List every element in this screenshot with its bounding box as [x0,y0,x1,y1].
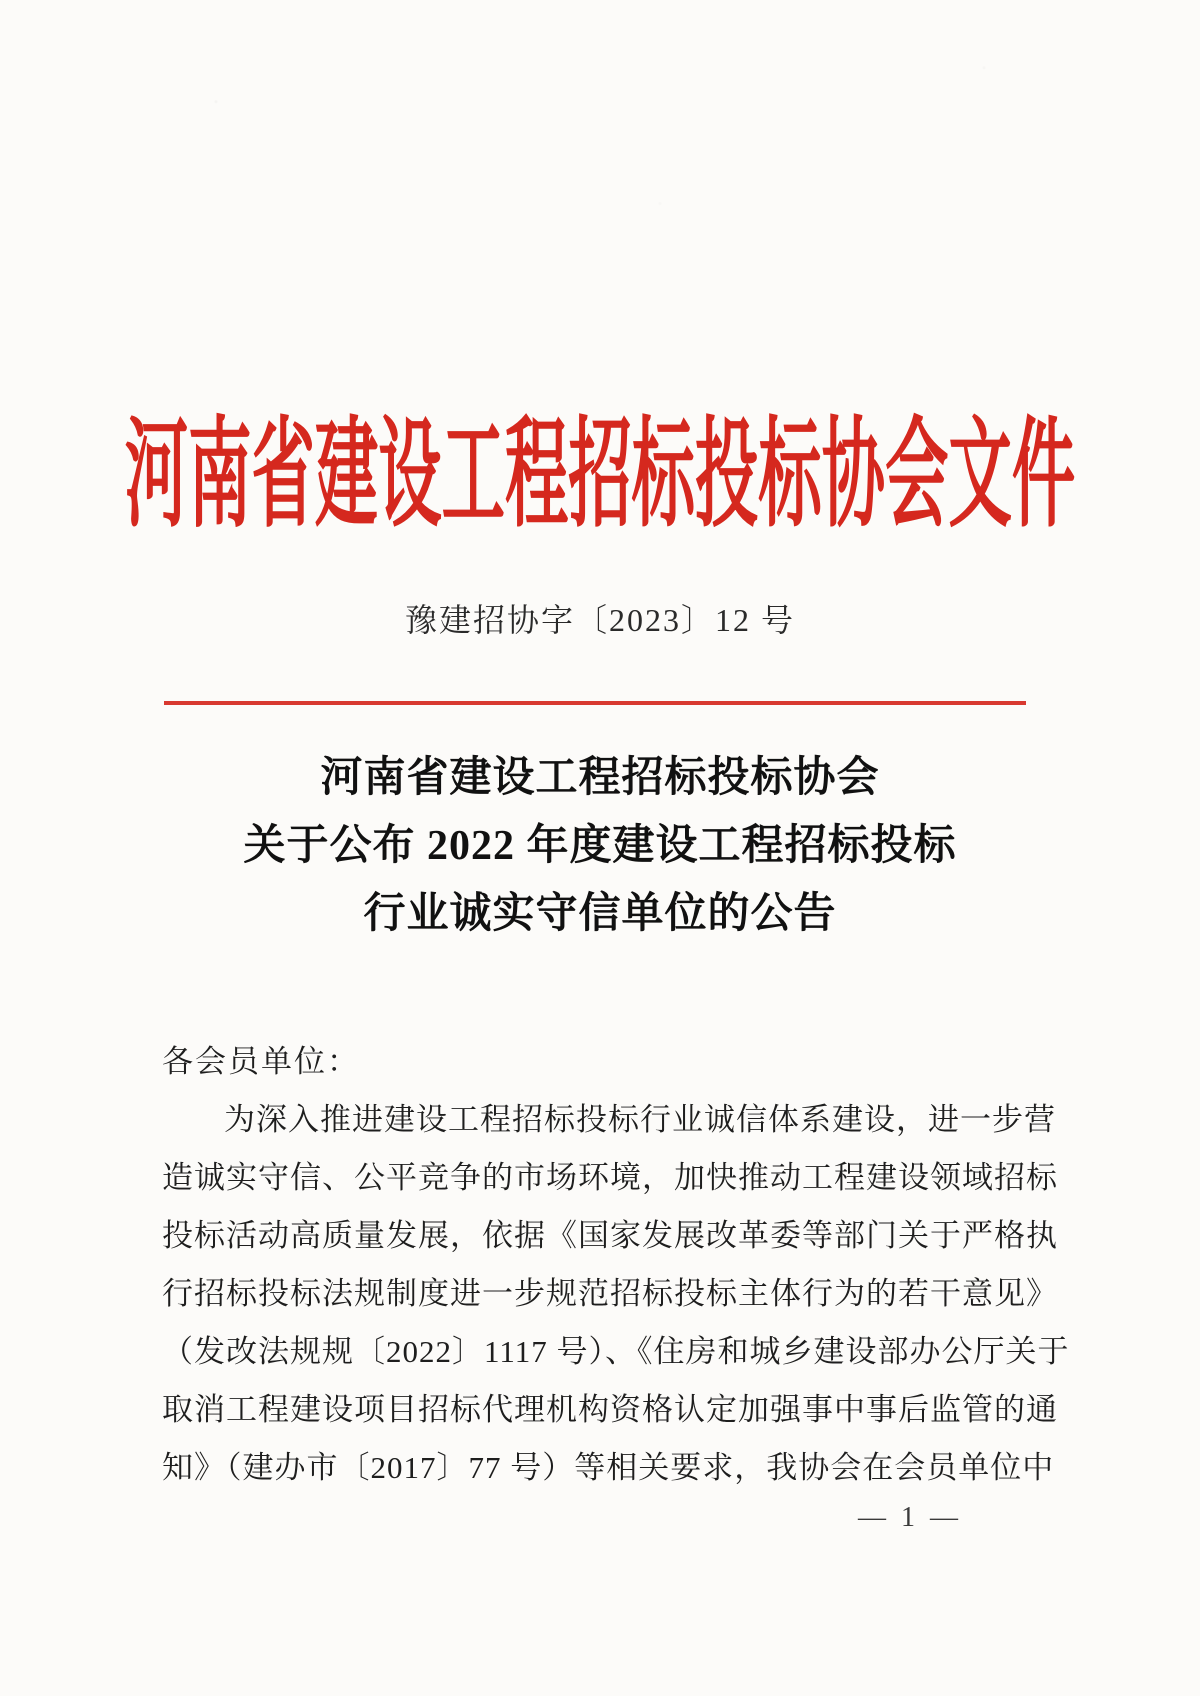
red-divider-line [164,701,1026,705]
letterhead [0,406,1200,542]
document-title [0,744,1200,948]
body-line: 知》（建办市〔2017〕77 号）等相关要求，我协会在会员单位中 [162,1450,1055,1485]
salutation: 各会员单位： [162,1044,360,1079]
letterhead-title: 河南省建设工程招标投标协会文件 [124,409,1076,542]
body-line: 行招标投标法规制度进一步规范招标投标主体行为的若干意见》 [162,1276,1058,1311]
document-reference-number: 豫建招协字〔2023〕12 号 [404,602,795,638]
body-line: （发改法规规〔2022〕1117 号）、《住房和城乡建设部办公厅关于 [162,1334,1070,1369]
body-line: 为深入推进建设工程招标投标行业诚信体系建设，进一步营 [224,1102,1056,1137]
body-line: 投标活动高质量发展，依据《国家发展改革委等部门关于严格执 [162,1218,1058,1253]
page-number: — 1 — [858,1502,962,1533]
title-line-2: 关于公布 2022 年度建设工程招标投标 [243,823,957,869]
body-line: 造诚实守信、公平竞争的市场环境，加快推动工程建设领域招标 [162,1160,1058,1195]
title-line-1: 河南省建设工程招标投标协会 [320,755,880,801]
title-line-3: 行业诚实守信单位的公告 [363,891,837,937]
document-body [162,1033,1070,1497]
body-line: 取消工程建设项目招标代理机构资格认定加强事中事后监管的通 [162,1392,1058,1427]
